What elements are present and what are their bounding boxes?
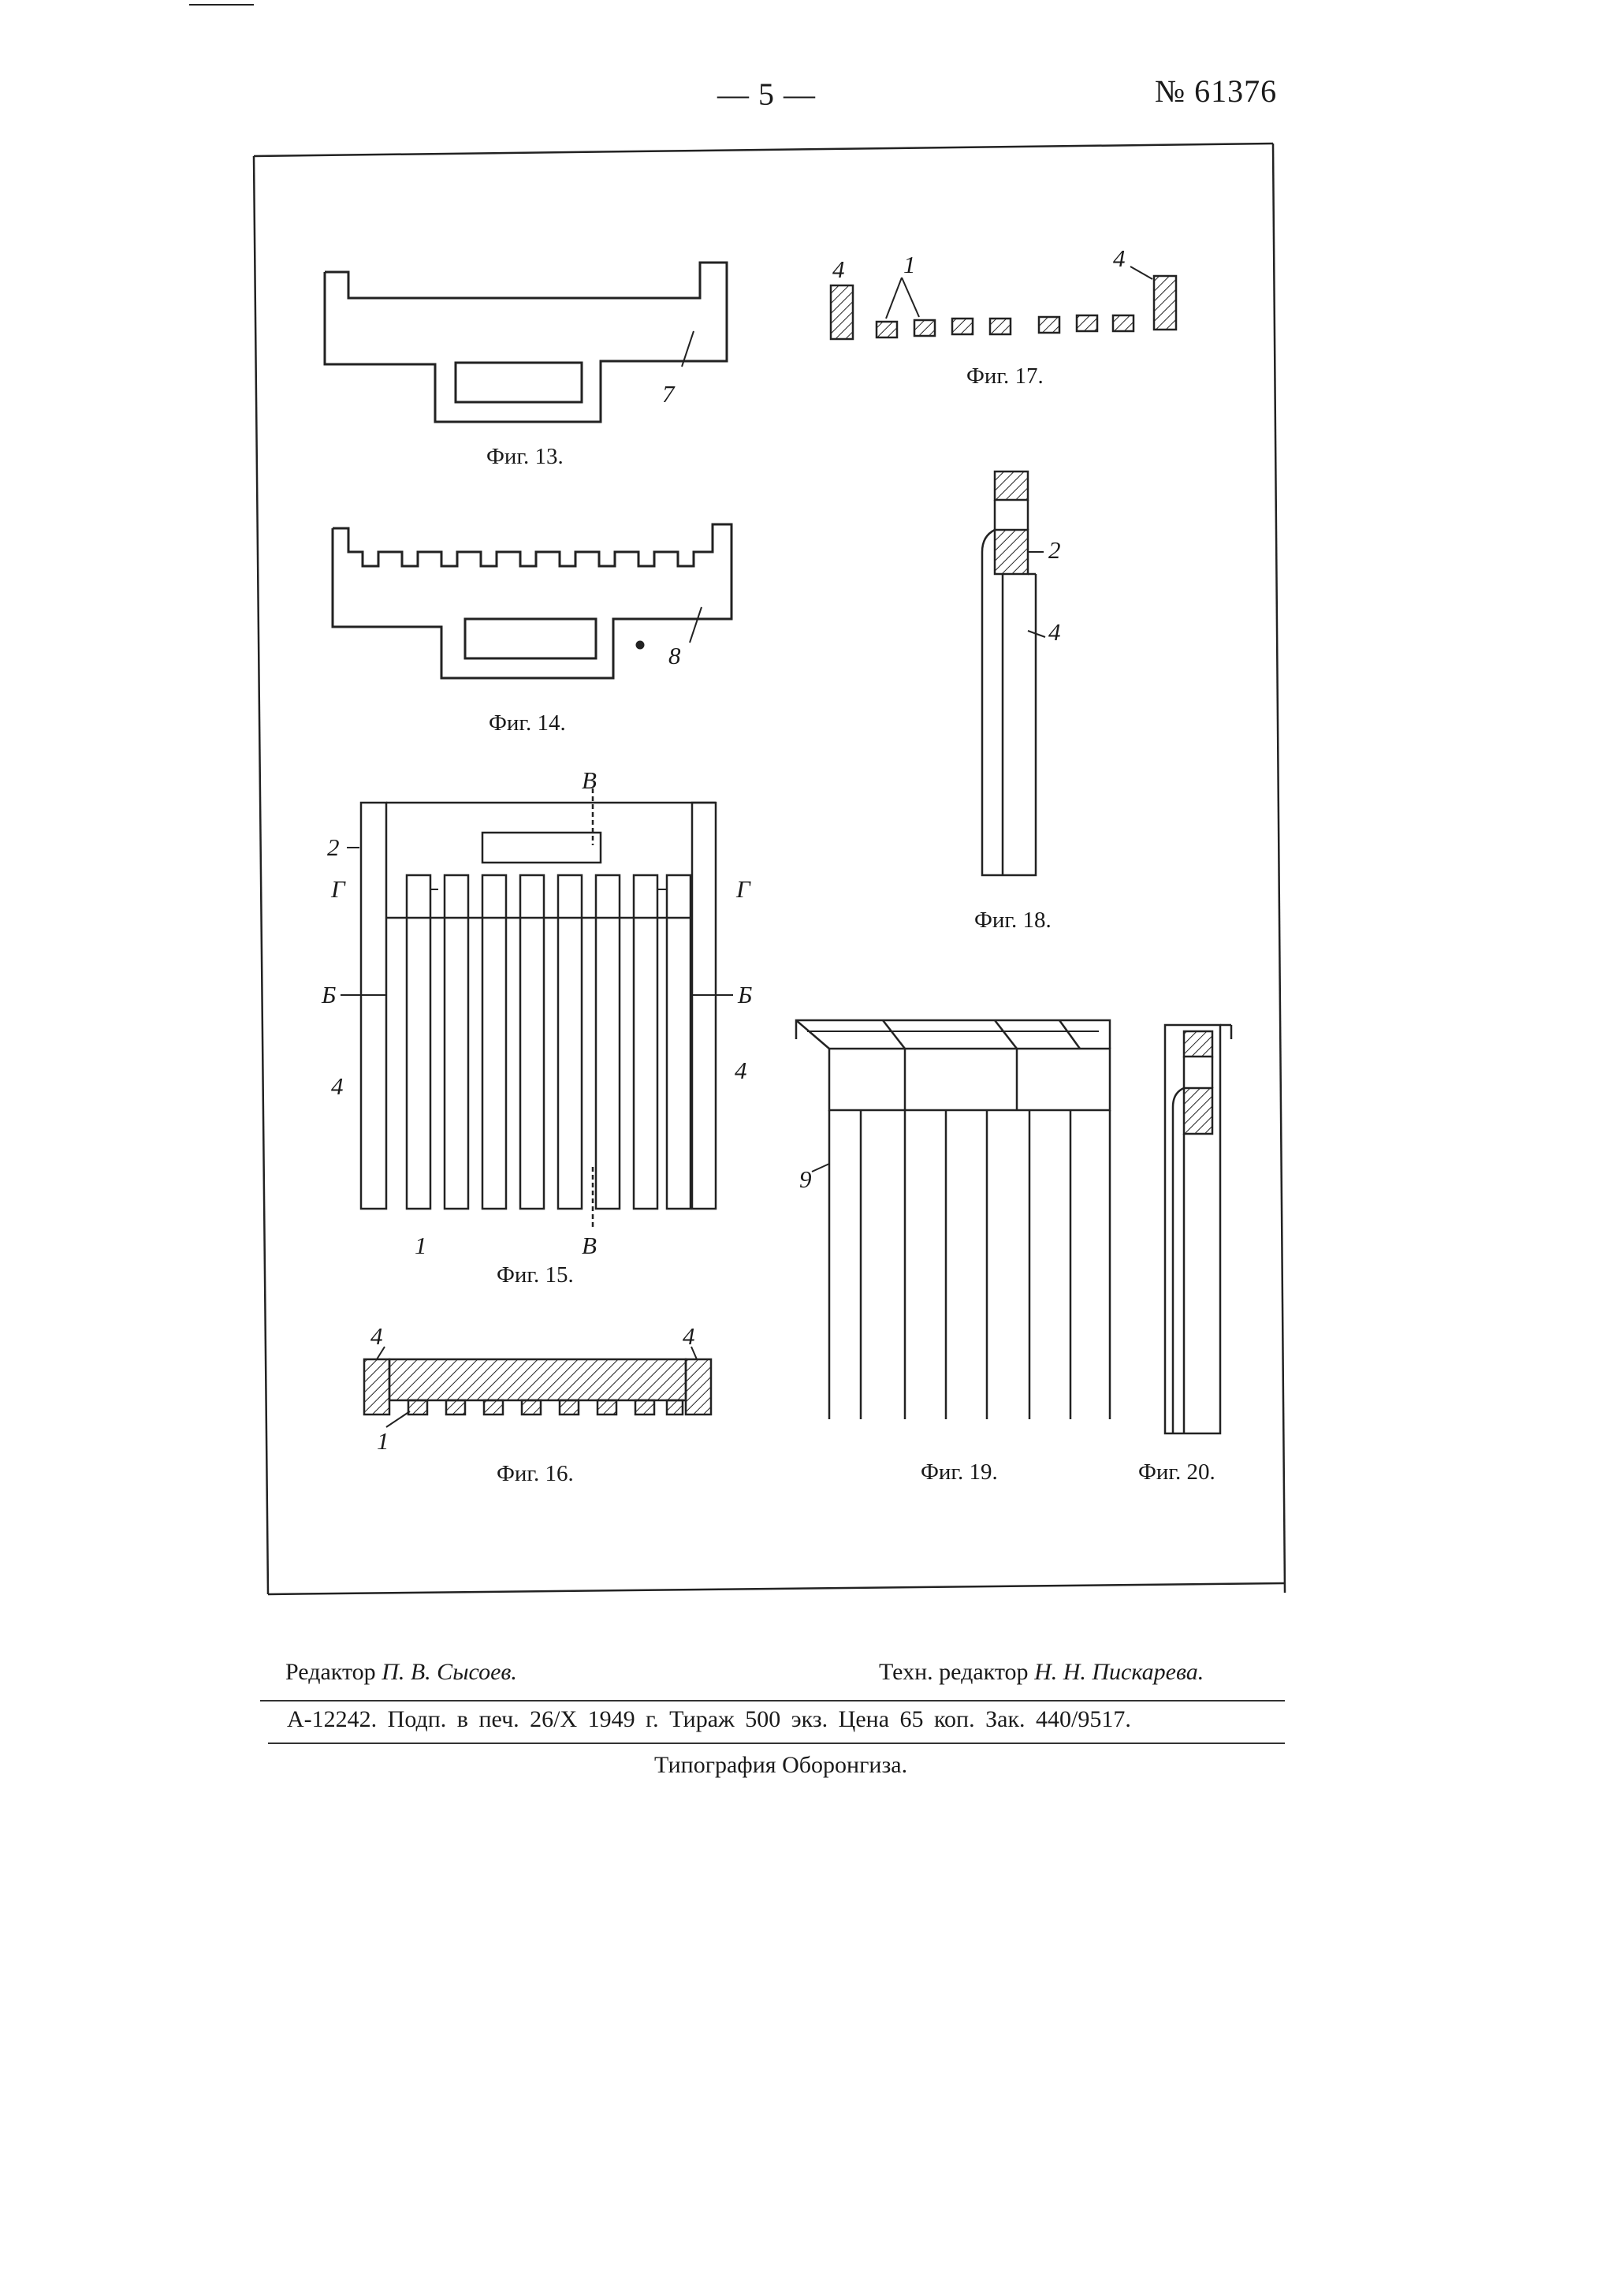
footer-rule-top <box>260 1700 1285 1702</box>
figure-17-drawing <box>831 266 1176 339</box>
fig14-label-8: 8 <box>668 642 681 669</box>
editor-name: П. В. Сысоев. <box>382 1659 517 1685</box>
fig13-caption: Фиг. 13. <box>486 444 564 469</box>
editor-label: Редактор <box>285 1659 376 1685</box>
fig14-caption: Фиг. 14. <box>489 710 566 736</box>
tech-editor-name: Н. Н. Пискарева. <box>1034 1659 1204 1685</box>
drawing-frame <box>189 5 1285 1594</box>
fig15-label-4-left: 4 <box>331 1072 344 1100</box>
fig20-caption: Фиг. 20. <box>1138 1459 1215 1485</box>
fig17-label-1: 1 <box>903 251 916 278</box>
fig15-label-B-top: B <box>582 766 597 794</box>
fig19-label-9: 9 <box>799 1165 812 1193</box>
fig18-label-2: 2 <box>1048 536 1061 564</box>
fig15-label-2: 2 <box>327 833 340 861</box>
page-number: — 5 — <box>717 76 816 112</box>
figure-15-drawing <box>341 788 733 1230</box>
fig19-caption: Фиг. 19. <box>921 1459 998 1485</box>
fig15-label-G-right: Г <box>736 875 750 903</box>
fig17-caption: Фиг. 17. <box>966 363 1044 389</box>
fig17-label-4-left: 4 <box>832 255 845 283</box>
figure-18-drawing <box>982 472 1045 875</box>
footer-rule-bottom <box>268 1742 1285 1744</box>
fig15-label-B-left: Б <box>322 981 337 1008</box>
fig15-label-1: 1 <box>415 1232 427 1259</box>
tech-editor-credit <box>879 1659 1204 1686</box>
fig13-label-7: 7 <box>662 380 675 408</box>
fig18-label-4: 4 <box>1048 618 1061 646</box>
fig15-label-4-right: 4 <box>735 1057 747 1084</box>
fig15-label-B-right: Б <box>738 981 753 1008</box>
printer-credit: Типография Оборонгиза. <box>654 1752 908 1778</box>
fig18-caption: Фиг. 18. <box>974 908 1052 933</box>
fig17-label-4-right: 4 <box>1113 244 1126 272</box>
patent-number: № 61376 <box>1155 73 1278 109</box>
fig16-label-4-right: 4 <box>683 1322 695 1350</box>
fig15-caption: Фиг. 15. <box>497 1262 574 1288</box>
fig16-label-4-left: 4 <box>370 1322 383 1350</box>
fig16-caption: Фиг. 16. <box>497 1461 574 1486</box>
fig16-label-1: 1 <box>377 1427 389 1455</box>
figure-19-drawing <box>796 1020 1110 1419</box>
fig15-label-G-left: Г <box>331 875 345 903</box>
tech-editor-label: Техн. редактор <box>879 1659 1029 1685</box>
figure-16-drawing <box>364 1347 711 1427</box>
editor-credit <box>285 1659 517 1686</box>
imprint-details: А-12242. Подп. в печ. 26/X 1949 г. Тираж 500 экз. Цена 65 коп. Зак. 440/9517. <box>287 1706 1131 1732</box>
figure-20-drawing <box>1165 1025 1231 1433</box>
fig15-label-B-bottom: B <box>582 1232 597 1259</box>
